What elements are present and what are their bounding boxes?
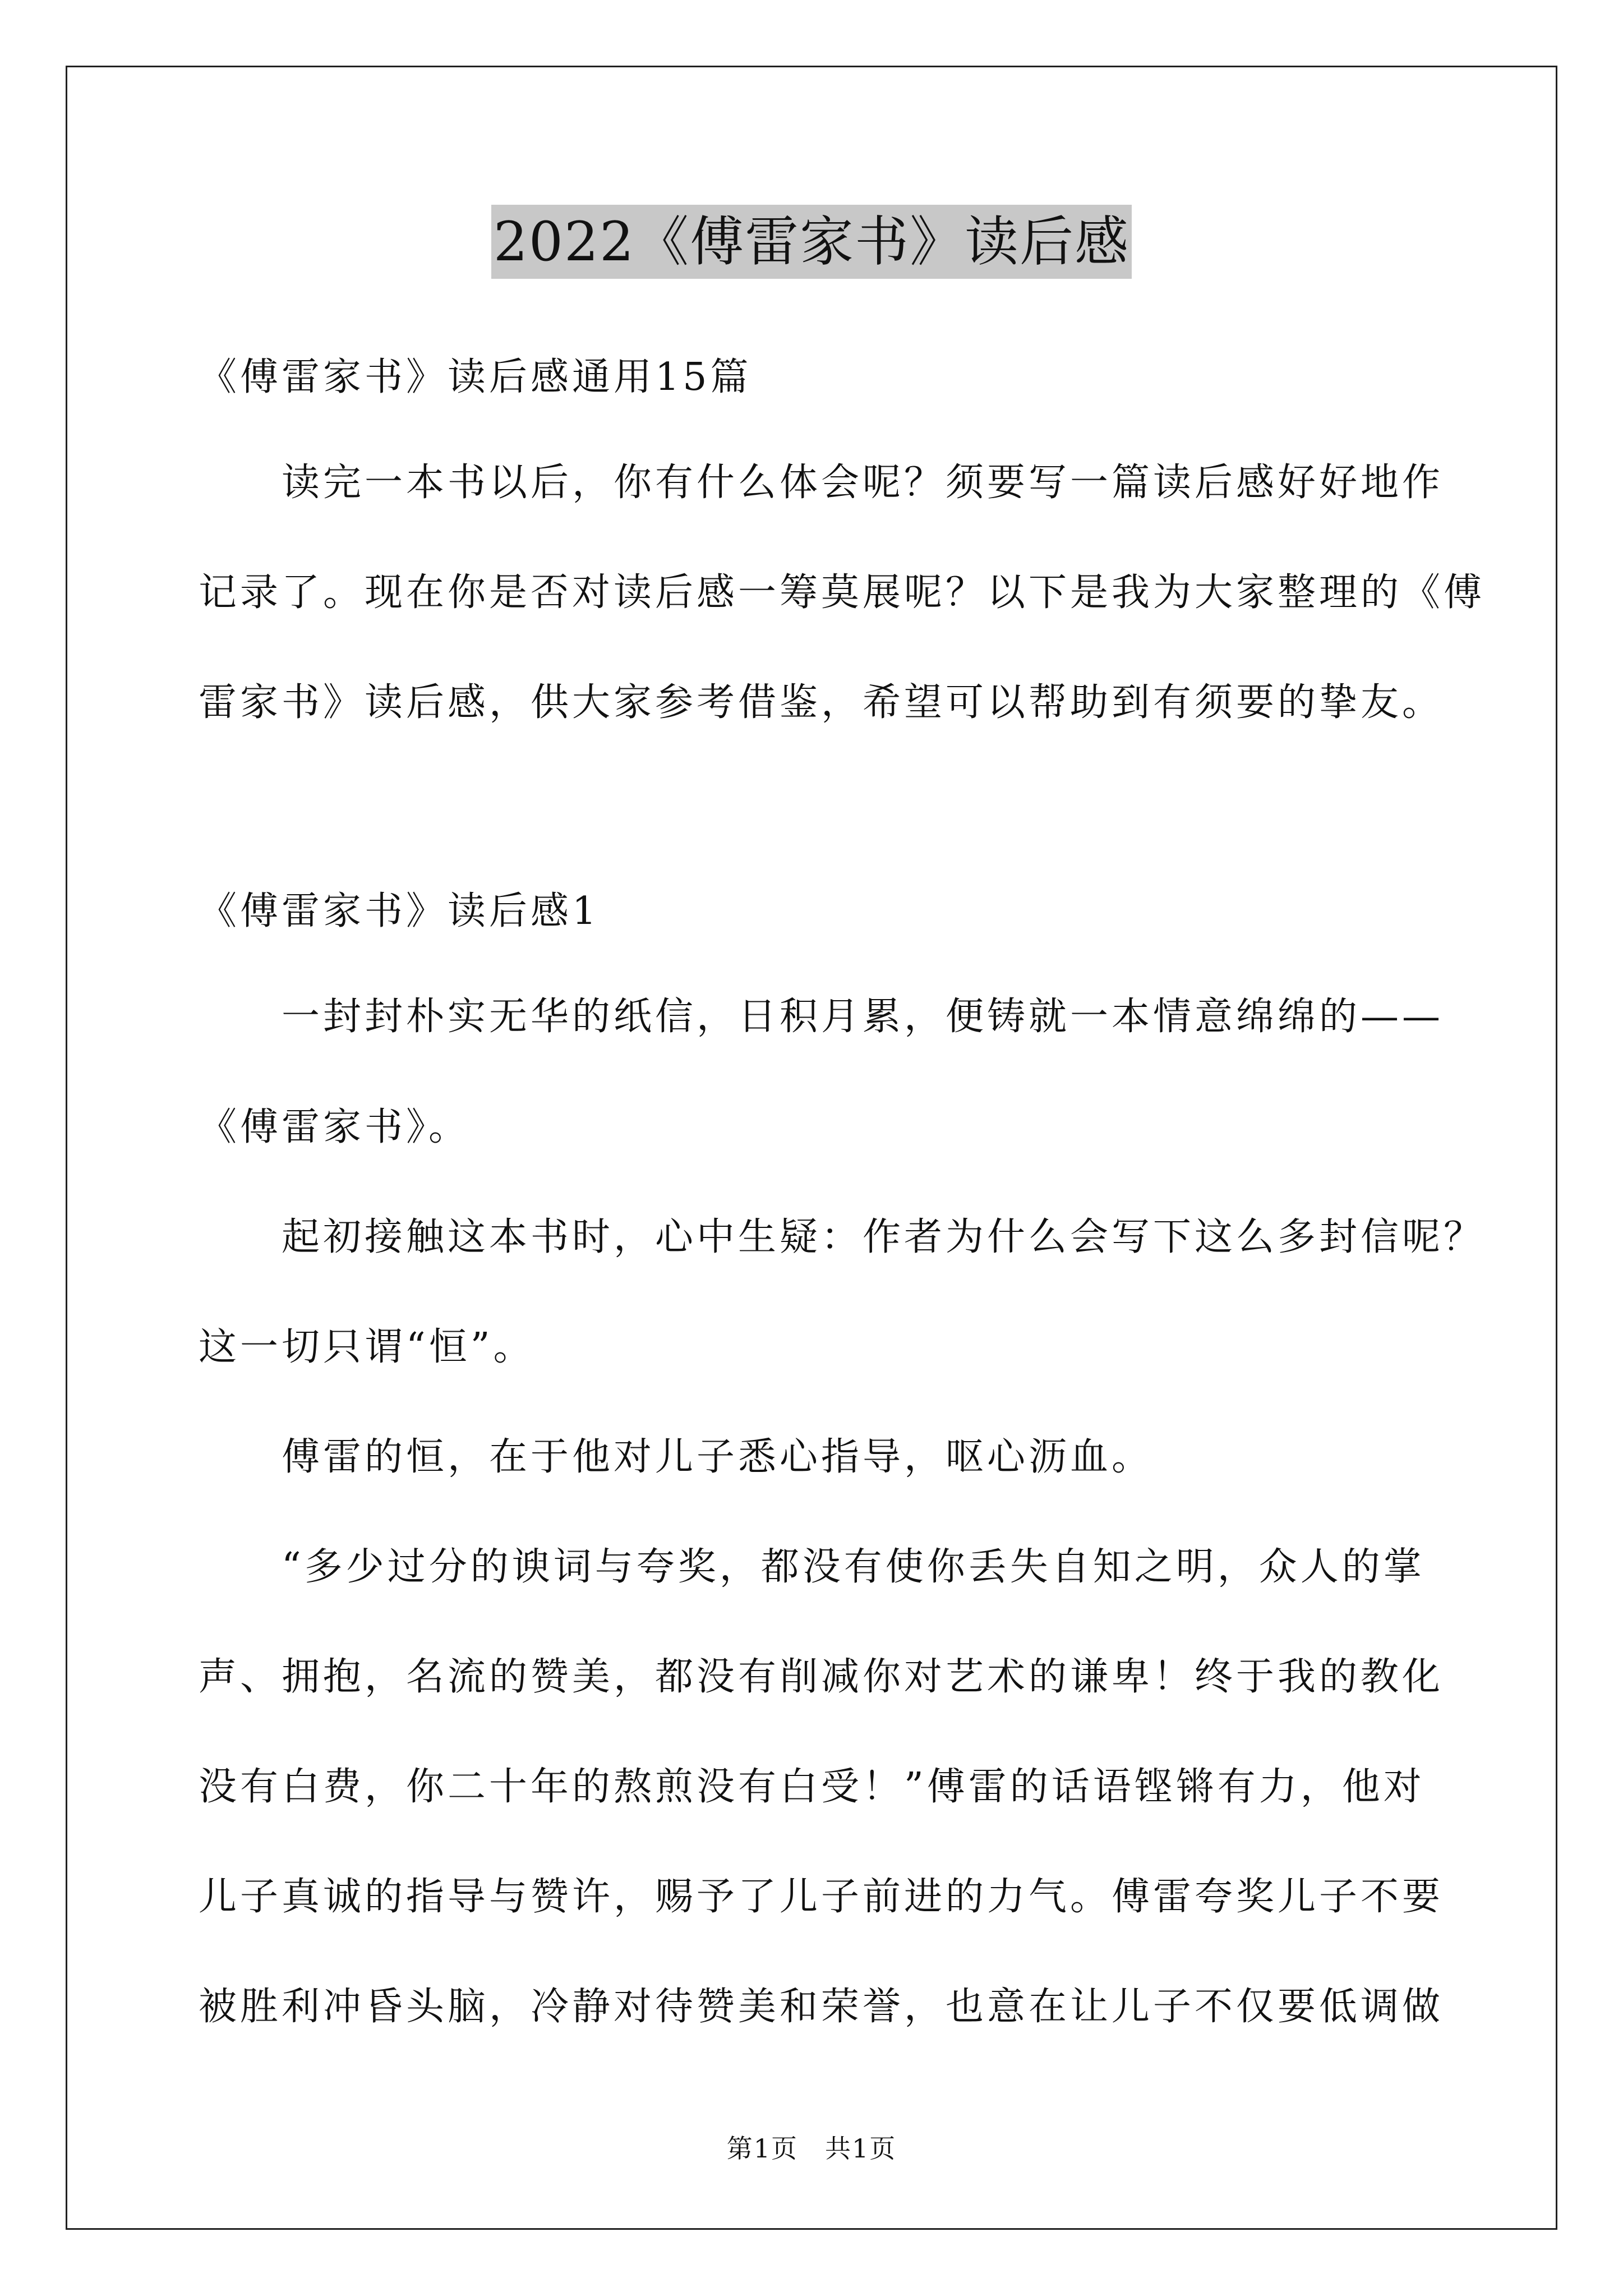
subtitle-line: 《傅雷家书》读后感通用15篇 bbox=[199, 355, 752, 399]
title-wrap bbox=[0, 205, 1623, 279]
section-heading: 《傅雷家书》读后感1 bbox=[199, 889, 600, 933]
body-line: “多少过分的谀词与夸奖，都没有使你丢失自知之明，众人的掌 bbox=[199, 1545, 1425, 1589]
body-line: 记录了。现在你是否对读后感一筹莫展呢？以下是我为大家整理的《傅 bbox=[199, 570, 1486, 615]
body-line: 傅雷的恒，在于他对儿子悉心指导，呕心沥血。 bbox=[199, 1435, 1154, 1479]
body-line: 没有白费，你二十年的熬煎没有白受！”傅雷的话语铿锵有力，他对 bbox=[199, 1765, 1425, 1809]
body-line: 被胜利冲昏头脑，冷静对待赞美和荣誉，也意在让儿子不仅要低调做 bbox=[199, 1985, 1444, 2029]
page-footer: 第1页 共1页 bbox=[726, 2133, 897, 2164]
body-line: 这一切只谓“恒”。 bbox=[199, 1325, 535, 1369]
body-line: 一封封朴实无华的纸信，日积月累，便铸就一本情意绵绵的—— bbox=[199, 995, 1444, 1039]
document-title: 2022《傅雷家书》读后感 bbox=[491, 205, 1132, 279]
body-line: 雷家书》读后感，供大家参考借鉴，希望可以帮助到有须要的挚友。 bbox=[199, 680, 1444, 725]
body-line: 读完一本书以后，你有什么体会呢？须要写一篇读后感好好地作 bbox=[199, 461, 1444, 505]
body-line: 儿子真诚的指导与赞许，赐予了儿子前进的力气。傅雷夸奖儿子不要 bbox=[199, 1875, 1444, 1919]
body-line: 声、拥抱，名流的赞美，都没有削减你对艺术的谦卑！终于我的教化 bbox=[199, 1655, 1444, 1699]
body-line: 《傅雷家书》。 bbox=[199, 1105, 471, 1149]
body-line: 起初接触这本书时，心中生疑：作者为什么会写下这么多封信呢？ bbox=[199, 1215, 1486, 1259]
